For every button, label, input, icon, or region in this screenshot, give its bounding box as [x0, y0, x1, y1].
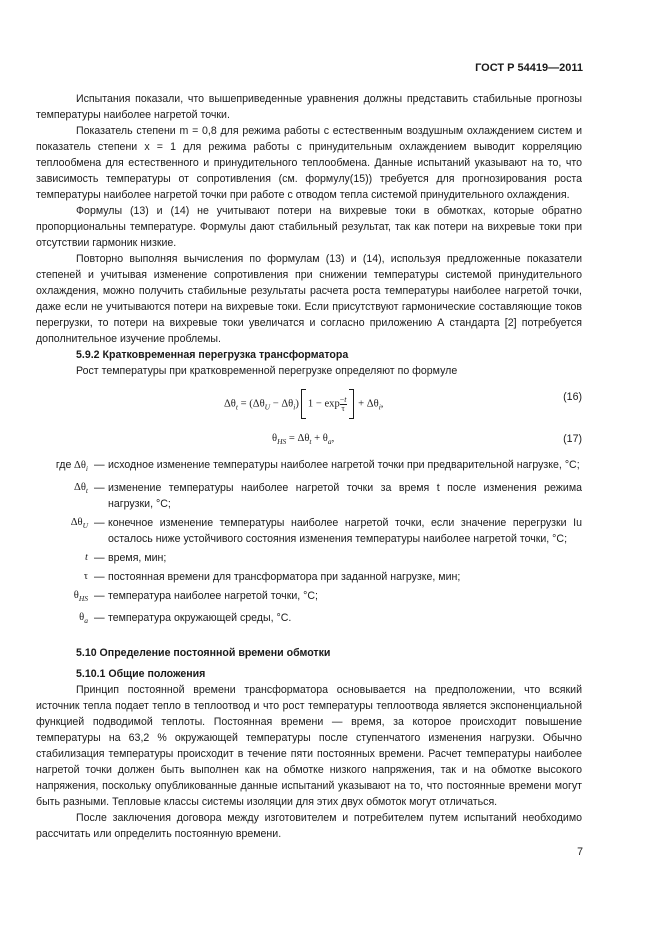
formula-17 [36, 427, 582, 451]
definition-item: $\theta_a$ — температура окружающей среды, °C. [79, 612, 292, 626]
subsection-heading: 5.10.1 Общие положения [76, 668, 206, 681]
paragraph: Формулы (13) и (14) не учитывают потери на вихревые токи в обмотках, которые обратно пропорциональны температуре. Формулы дают стабильный результат, так как потери на вихревые токи при отсутствии гармоник низкие. [36, 205, 582, 249]
formula-16 [36, 379, 582, 417]
formula-16-number: (16) [563, 391, 582, 403]
definition-item: τ — постоянная времени для трансформатора при заданной нагрузке, мин; [83, 571, 461, 584]
paragraph: Принцип постоянной времени трансформатора основывается на предположении, что всякий источник тепла подает тепло в теплоотвод и что рост температуры теплоотвода является экспоненциальной функцией подводимой теплоты. Постоянная времени — время, за которое происходит повышение температуры на 63,2 % окружающей температуры после ступенчатого изменения нагрузки. Обычно стабилизация температуры происходит в течение пяти постоянных времени. Расчет температуры наиболее нагретой точки должен быть выполнен как на обмотке низкого напряжения, так и на обмотке высокого напряжения, поскольку опубликованные данные испытаний указывают на то, что постоянные времени могут быть разными. Тепловые классы системы изоляции для этих двух обмоток могут отличаться. [36, 684, 582, 809]
definition-item: $\Delta\theta_t$ — изменение температуры наиболее нагретой точки за время t после изменения режима нагрузки, °C; [74, 482, 582, 511]
paragraph: Повторно выполняя вычисления по формулам (13) и (14), используя предложенные показатели степеней и учитывая изменение сопротивления при снижении температуры системой принудительного охлаждения, можно получить стабильные результаты расчета роста температуры наиболее нагретой точки, даже если не учитываются потери на вихревые токи. Если присутствуют гармонические составляющие токов перегрузки, то потери на вихревые токи увеличатся и согласно приложению А стандарта [2] потребуется дополнительное изучение проблемы. [36, 253, 582, 345]
paragraph: Показатель степени m = 0,8 для режима работы с естественным воздушным охлаждением систем и показатель степени x = 1 для режима работы с принудительным охлаждением выводит корреляцию теплообмена для естественного и принудительного теплообмена. Данные испытаний указывают на то, что зависимость температуры от сопротивления (см. формулу(15)) требуется для прогнозирования роста температуры наиболее нагретой точки при работе с отводом тепла системой принудительного охлаждения. [36, 125, 582, 201]
body-text [36, 91, 582, 842]
section-heading: 5.10 Определение постоянной времени обмотки [76, 647, 331, 660]
paragraph: После заключения договора между изготовителем и потребителем путем испытаний необходимо рассчитать или определить постоянную времени. [36, 812, 582, 841]
definitions-list [36, 457, 582, 629]
page-number: 7 [577, 846, 583, 858]
standard-header: ГОСТ Р 54419—2011 [475, 62, 583, 74]
definition-item: где $\Delta\theta_i$ — исходное изменение температуры наиболее нагретой точки при предварительной нагрузке, °C; [55, 459, 580, 474]
section-heading: 5.9.2 Кратковременная перегрузка трансформатора [76, 349, 349, 361]
paragraph: Рост температуры при кратковременной перегрузке определяют по формуле [76, 365, 458, 377]
definition-item: t — время, мин; [85, 552, 167, 565]
paragraph: Испытания показали, что вышеприведенные уравнения должны представить стабильные прогнозы температуры наиболее нагретой точки. [36, 93, 582, 121]
formula-16-expression: $\Delta\theta_t = (\Delta\theta_U - \Delta\theta_i) 1 - \exp$ $\frac{-t}{\tau}$ + $\Delta\theta_i$, [224, 389, 383, 419]
definition-item: $\Delta\theta_U$ — конечное изменение температуры наиболее нагретой точки, если значение перегрузки Iu осталось ниже устойчивого состояния изменения температуры наиболее нагретой точки, °C; [70, 517, 582, 546]
formula-17-number: (17) [563, 433, 582, 445]
definition-item: $\theta_{HS}$ — температура наиболее нагретой точки, °C; [73, 590, 318, 604]
formula-17-expression: $\theta_{HS} = \Delta\theta_t + \theta_a$, [272, 433, 335, 447]
